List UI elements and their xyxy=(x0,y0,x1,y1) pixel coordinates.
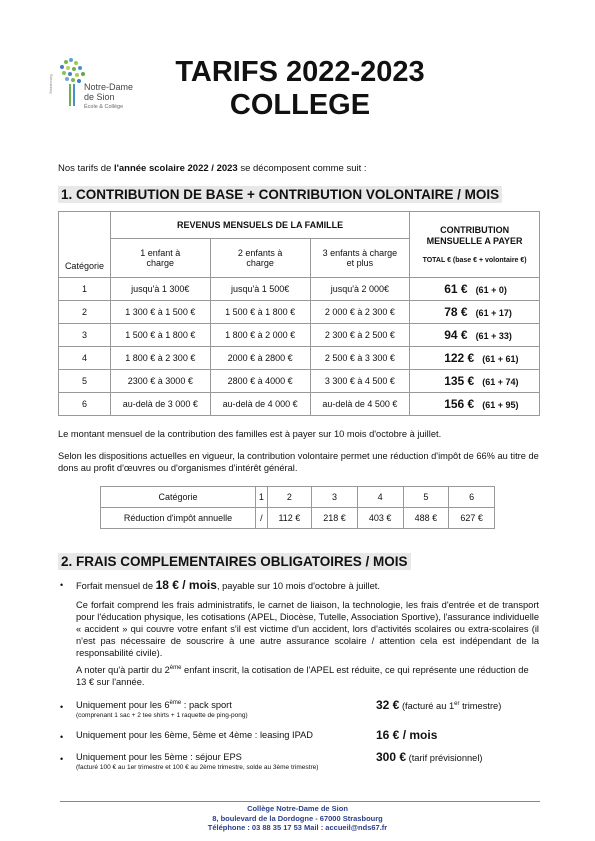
cell-3enfants: 2 300 € à 2 500 € xyxy=(310,324,410,347)
cell-total xyxy=(410,370,540,393)
section1-heading: 1. CONTRIBUTION DE BASE + CONTRIBUTION VOLONTAIRE / MOIS xyxy=(58,186,502,203)
cell-total xyxy=(410,393,540,416)
label-reduction: Réduction d'impôt annuelle xyxy=(101,508,256,529)
table-row xyxy=(59,324,540,347)
cell-3enfants: 3 300 € à 4 500 € xyxy=(310,370,410,393)
item-ipad: Uniquement pour les 6ème, 5ème et 4ème : leasing IPAD xyxy=(76,730,314,740)
cell-cat: 3 xyxy=(312,487,358,508)
total-value: 94 € xyxy=(444,328,468,342)
cell-categorie: 1 xyxy=(59,278,111,301)
bullet-icon: • xyxy=(60,754,64,764)
cell-3enfants: 2 500 € à 3 300 € xyxy=(310,347,410,370)
cell-categorie: 6 xyxy=(59,393,111,416)
bullet-icon: • xyxy=(60,702,64,712)
total-value: 61 € xyxy=(444,282,468,296)
school-logo xyxy=(48,54,136,120)
total-value: 135 € xyxy=(444,374,475,388)
cell-reduction: 403 € xyxy=(357,508,403,529)
cell-1enfant: jusqu'à 1 300€ xyxy=(110,278,210,301)
title-line1: TARIFS 2022-2023 xyxy=(175,56,425,88)
table-row xyxy=(59,370,540,393)
cell-2enfants: 2000 € à 2800 € xyxy=(210,347,310,370)
footer-line2: 8, boulevard de la Dordogne - 67000 Strasbourg xyxy=(212,813,383,823)
total-detail: (61 + 95) xyxy=(482,400,519,410)
cell-1enfant: 2300 € à 3000 € xyxy=(110,370,210,393)
item-eps-sub: (facturé 100 € au 1er trimestre et 100 € au 2ème trimestre, solde au 3ème trimestre) xyxy=(76,764,319,771)
cell-reduction: 488 € xyxy=(403,508,449,529)
page-title xyxy=(140,56,460,122)
cell-total xyxy=(410,301,540,324)
price-eps: 300 € (tarif prévisionnel) xyxy=(376,750,483,764)
cell-cat: 6 xyxy=(449,487,495,508)
cell-1enfant: 1 800 € à 2 300 € xyxy=(110,347,210,370)
price-pack-sport: 32 € (facturé au 1er trimestre) xyxy=(376,698,502,712)
apel-note: A noter qu'à partir du 2ème enfant inscrit, la cotisation de l'APEL est réduite, ce qui représente une réduction de 13 € sur l'année. xyxy=(76,665,529,688)
logo-line2: de Sion xyxy=(84,92,115,102)
total-value: 122 € xyxy=(444,351,475,365)
table-row xyxy=(59,278,540,301)
col-2enfants: 2 enfants à charge xyxy=(210,239,310,278)
bullet-icon: • xyxy=(60,732,64,742)
item-pack-sport-sub: (comprenant 1 sac + 2 tee shirts + 1 raquette de ping-pong) xyxy=(76,712,248,719)
cell-1enfant: 1 500 € à 1 800 € xyxy=(110,324,210,347)
label-categorie: Catégorie xyxy=(101,487,256,508)
cell-3enfants: jusqu'à 2 000€ xyxy=(310,278,410,301)
item-pack-sport: Uniquement pour les 6ème : pack sport xyxy=(76,700,232,711)
header-revenus: REVENUS MENSUELS DE LA FAMILLE xyxy=(110,212,409,239)
cell-reduction: 627 € xyxy=(449,508,495,529)
cell-categorie: 4 xyxy=(59,347,111,370)
logo-line1: Notre-Dame xyxy=(84,82,134,92)
table-row xyxy=(59,347,540,370)
cell-cat: 4 xyxy=(357,487,403,508)
col-categorie: Catégorie xyxy=(59,212,111,278)
footer-divider xyxy=(60,801,540,802)
forfait-line: Forfait mensuel de 18 € / mois, payable sur 10 mois d'octobre à juillet. xyxy=(76,578,380,592)
cell-3enfants: 2 000 € à 2 300 € xyxy=(310,301,410,324)
paragraph-payment: Le montant mensuel de la contribution des familles est à payer sur 10 mois d'octobre à juillet. xyxy=(58,429,442,439)
item-eps: Uniquement pour les 5ème : séjour EPS xyxy=(76,752,242,762)
cell-cat: 5 xyxy=(403,487,449,508)
table-row xyxy=(59,301,540,324)
cell-2enfants: au-delà de 4 000 € xyxy=(210,393,310,416)
section2-heading: 2. FRAIS COMPLEMENTAIRES OBLIGATOIRES / MOIS xyxy=(58,553,411,570)
total-detail: (61 + 61) xyxy=(482,354,519,364)
cell-2enfants: 2800 € à 4000 € xyxy=(210,370,310,393)
cell-categorie: 5 xyxy=(59,370,111,393)
cell-3enfants: au-delà de 4 500 € xyxy=(310,393,410,416)
cell-cat: 1 xyxy=(256,487,268,508)
title-line2: COLLEGE xyxy=(229,89,371,121)
total-detail: (61 + 33) xyxy=(475,331,512,341)
header-contribution: CONTRIBUTION MENSUELLE A PAYER TOTAL € (base € + volontaire €) xyxy=(410,212,540,278)
col-1enfant: 1 enfant à charge xyxy=(110,239,210,278)
cell-reduction: 218 € xyxy=(312,508,358,529)
bullet-icon: • xyxy=(60,580,64,590)
footer-line3: Téléphone : 03 88 35 17 53 Mail : accueil@nds67.fr xyxy=(207,823,388,832)
total-detail: (61 + 17) xyxy=(475,308,512,318)
footer-line1: Collège Notre-Dame de Sion xyxy=(247,804,348,813)
cell-total xyxy=(410,278,540,301)
contribution-table xyxy=(58,211,540,416)
table-row xyxy=(59,393,540,416)
cell-1enfant: 1 300 € à 1 500 € xyxy=(110,301,210,324)
cell-cat: 2 xyxy=(267,487,311,508)
cell-total xyxy=(410,347,540,370)
cell-categorie: 2 xyxy=(59,301,111,324)
cell-categorie: 3 xyxy=(59,324,111,347)
cell-reduction: 112 € xyxy=(267,508,311,529)
forfait-description: Ce forfait comprend les frais administratifs, le carnet de liaison, la technologie, les frais d'entrée et de transport pour l'éducation physique, les cotisations (APEL, Diocèse, Tutelle, Association Sportive), l'assurance individuelle « accident » qui couvre votre enfant s'il est victime d'un accident, lors d'activités scolaires ou extra-scolaires (il n'est pas nécessaire de souscrire à une autre assurance scolaire / attention cela est indépendant de la responsabilité civile). xyxy=(76,600,539,658)
cell-reduction: / xyxy=(256,508,268,529)
cell-2enfants: 1 800 € à 2 000 € xyxy=(210,324,310,347)
col-3enfants: 3 enfants à charge et plus xyxy=(310,239,410,278)
tax-reduction-table xyxy=(100,486,495,529)
cell-1enfant: au-delà de 3 000 € xyxy=(110,393,210,416)
footer xyxy=(0,804,595,833)
total-detail: (61 + 74) xyxy=(482,377,519,387)
intro-text: Nos tarifs de l'année scolaire 2022 / 2023 se décomposent comme suit : xyxy=(58,163,367,174)
total-value: 156 € xyxy=(444,397,475,411)
logo-line3: École & Collège xyxy=(84,104,124,110)
cell-2enfants: 1 500 € à 1 800 € xyxy=(210,301,310,324)
total-value: 78 € xyxy=(444,305,468,319)
price-ipad: 16 € / mois xyxy=(376,728,438,742)
cell-2enfants: jusqu'à 1 500€ xyxy=(210,278,310,301)
cell-total xyxy=(410,324,540,347)
logo-vertical: Strasbourg xyxy=(48,74,53,94)
total-detail: (61 + 0) xyxy=(475,285,507,295)
paragraph-tax: Selon les dispositions actuelles en vigueur, la contribution volontaire permet une réduction d'impôt de 66% au titre de dons au profit d'œuvres ou d'organismes d'intérêt général. xyxy=(58,451,539,473)
